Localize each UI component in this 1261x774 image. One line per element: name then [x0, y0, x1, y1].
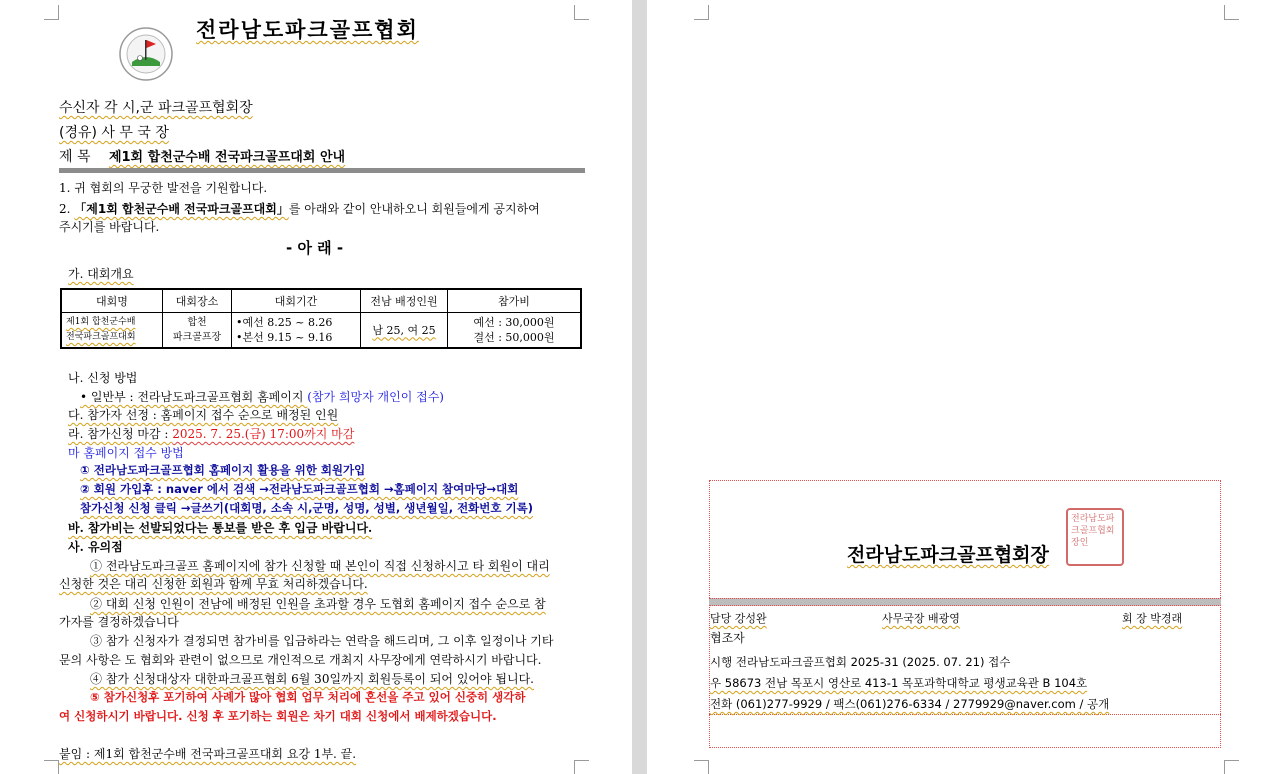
section-e: 마 홈페이지 접수 방법 [68, 446, 184, 460]
event-overview-table [60, 288, 582, 349]
section-g: 사. 유의점 [68, 540, 123, 554]
caution-2-text: ② 대회 신청 인원이 전남에 배정된 인원을 초과할 경우 도협회 홈페이지 접수 순으로 참 [90, 597, 546, 611]
table-cell-period [232, 313, 361, 349]
section-f-text: 바. 참가비는 선발되었다는 통보를 받은 후 입금 바랍니다. [68, 521, 373, 535]
footer-bottom-line [709, 714, 1221, 715]
para2-prefix: 2. [59, 202, 75, 216]
crop-mark [1224, 5, 1239, 20]
subject-line [59, 146, 345, 166]
step-2-line1 [80, 481, 518, 497]
table-header: 전남 배정인원 [361, 289, 448, 313]
page-title: 전라남도파크골프협회 [196, 17, 419, 42]
staff-line [710, 610, 767, 626]
step-2-line2 [80, 500, 533, 516]
crop-mark [1224, 760, 1239, 774]
contact-text: 전화 (061)277-9929 / 팩스(061)276-6334 / 2779929@naver.com / 공개 [710, 697, 1110, 711]
section-b: 나. 신청 방법 [68, 371, 138, 385]
paragraph-2-line2: 주시기를 바랍니다. [59, 220, 160, 234]
caution-4-text: ④ 참가 신청대상자 대한파크골프협회 6월 30일까지 회원등록이 되어 있어야 됩니다. [90, 672, 534, 686]
crop-mark [694, 5, 709, 20]
section-b-note: (참가 희망자 개인이 접수) [307, 390, 444, 404]
table-cell-quota [361, 313, 448, 349]
section-d [68, 425, 354, 442]
contact-line [710, 696, 1109, 712]
table-cell-fee [448, 313, 582, 349]
quota-text: 남 25, 여 25 [372, 323, 436, 337]
attachment-text: 붙임 : 제1회 합천군수배 전국파크골프대회 요강 1부. 끝. [59, 747, 357, 761]
section-a-text: 가. 대회개요 [68, 267, 134, 281]
recipient-line [59, 97, 253, 117]
director-line [882, 610, 960, 626]
table-row [61, 313, 581, 349]
staff-text: 담당 강성완 [710, 612, 767, 625]
section-a [68, 265, 134, 282]
caution-2-line1 [90, 595, 546, 612]
via-text: (경유) 사 무 국 장 [59, 125, 169, 141]
association-logo [118, 26, 174, 82]
president-line [1122, 610, 1182, 626]
place-line1: 합천 [187, 317, 207, 328]
official-seal-text: 전라남도파크골프협회장인 [1071, 514, 1115, 548]
event-name-line2: 전국파크골프대회 [66, 332, 136, 342]
step-2-text-1: ② 회원 가입후 : naver 에서 검색 →전라남도파크골프협회 →홈페이지 참여마당→대회 [80, 482, 519, 496]
crop-mark [574, 760, 589, 774]
crop-mark [44, 760, 59, 774]
table-header-row [61, 289, 581, 313]
place-line2: 파크골프장 [172, 332, 222, 343]
paragraph-2 [59, 200, 540, 217]
para2-event-name: 「제1회 합천군수배 전국파크골프대회」 [74, 202, 289, 216]
crop-mark [44, 5, 59, 20]
title-divider [59, 168, 585, 173]
subject-text: 제1회 합천군수배 전국파크골프대회 안내 [108, 150, 346, 165]
official-seal [1066, 508, 1124, 566]
table-header: 대회명 [61, 289, 163, 313]
caution-4 [90, 670, 534, 687]
recipient-text: 수신자 각 시,군 파크골프협회장 [59, 100, 253, 116]
step-2-text-2: 참가신청 신청 클릭 →글쓰기(대회명, 소속 시,군명, 성명, 성별, 생년월일, 전화번호 기록) [80, 501, 533, 515]
sender-name-text: 전라남도파크골프협회장 [847, 544, 1049, 566]
caution-3-line1: ③ 참가 신청자가 결정되면 참가비를 입금하라는 연락을 해드리며, 그 이후 일정이나 기타 [90, 634, 554, 648]
section-b-item-text: • 일반부 : 전라남도파크골프협회 홈페이지 [80, 390, 308, 404]
paragraph-1: 1. 귀 협회의 무궁한 발전을 기원합니다. [59, 181, 268, 195]
document-number: 시행 전라남도파크골프협회 2025-31 (2025. 07. 21) 접수 [710, 655, 1011, 669]
sender-name [847, 540, 1049, 567]
step-1 [80, 462, 365, 478]
caution-1-text: ① 전라남도파크골프 홈페이지에 참가 신청할 때 본인이 직접 신청하시고 타 회원이 대리 [90, 559, 550, 573]
table-header: 참가비 [448, 289, 582, 313]
subject-label: 제 목 [59, 149, 91, 165]
section-f [68, 519, 372, 536]
fee-line2: 결선 : 50,000원 [473, 331, 555, 344]
address-text: 우 58673 전남 목포시 영산로 413-1 목포과학대학교 평생교육관 B 104호 [710, 676, 1088, 690]
step-1-text: ① 전라남도파크골프협회 홈페이지 활용을 위한 회원가입 [80, 463, 366, 477]
table-cell-name [61, 313, 163, 349]
period-line2: •본선 9.15 ~ 9.16 [236, 331, 333, 344]
cooperator-line: 협조자 [710, 631, 745, 645]
caution-1-text-2: 신청한 것은 대리 신청한 회원과 함께 무효 처리하겠습니다. [59, 577, 368, 591]
address-line [710, 675, 1087, 691]
event-name-line1: 제1회 합천군수배 [66, 317, 136, 327]
section-b-item [80, 388, 444, 405]
caution-5-line1: ⑤ 참가신청후 포기하여 사례가 많아 협회 업무 처리에 혼선을 주고 있어 신중히 생각하 [90, 690, 526, 704]
section-c [68, 406, 338, 423]
section-d-label: 라. 참가신청 마감 : [68, 427, 173, 441]
president-text: 회 장 박경래 [1122, 612, 1183, 625]
table-header: 대회장소 [163, 289, 232, 313]
director-text: 사무국장 배광영 [882, 612, 960, 625]
fee-line1: 예선 : 30,000원 [473, 316, 555, 329]
para2-rest: 를 아래와 같이 안내하오니 회원들에게 공지하여 [288, 202, 540, 216]
deadline-text: 2025. 7. 25.(금) 17:00까지 마감 [172, 427, 355, 441]
section-c-text: 다. 참가자 선정 : 홈페이지 접수 순으로 배정된 인원 [68, 408, 339, 422]
caution-1-line2 [59, 575, 368, 592]
via-line [59, 122, 169, 142]
period-line1: •예선 8.25 ~ 8.26 [236, 316, 333, 329]
caution-5-line2: 여 신청하시기 바랍니다. 신청 후 포기하는 회원은 차기 대회 신청에서 배제하겠습니다. [59, 709, 497, 723]
table-header: 대회기간 [232, 289, 361, 313]
table-cell-place [163, 313, 232, 349]
footer-divider [709, 598, 1221, 606]
notice-heading: - 아 래 - [286, 239, 344, 257]
attachment-line [59, 745, 356, 762]
caution-3-line2: 문의 사항은 도 협회와 관련이 없으므로 개인적으로 개최지 사무장에게 연락하시기 바랍니다. [59, 653, 542, 667]
caution-1-line1 [90, 557, 550, 574]
caution-2-line2: 가자를 결정하겠습니다 [59, 615, 179, 629]
crop-mark [574, 5, 589, 20]
crop-mark [694, 760, 709, 774]
